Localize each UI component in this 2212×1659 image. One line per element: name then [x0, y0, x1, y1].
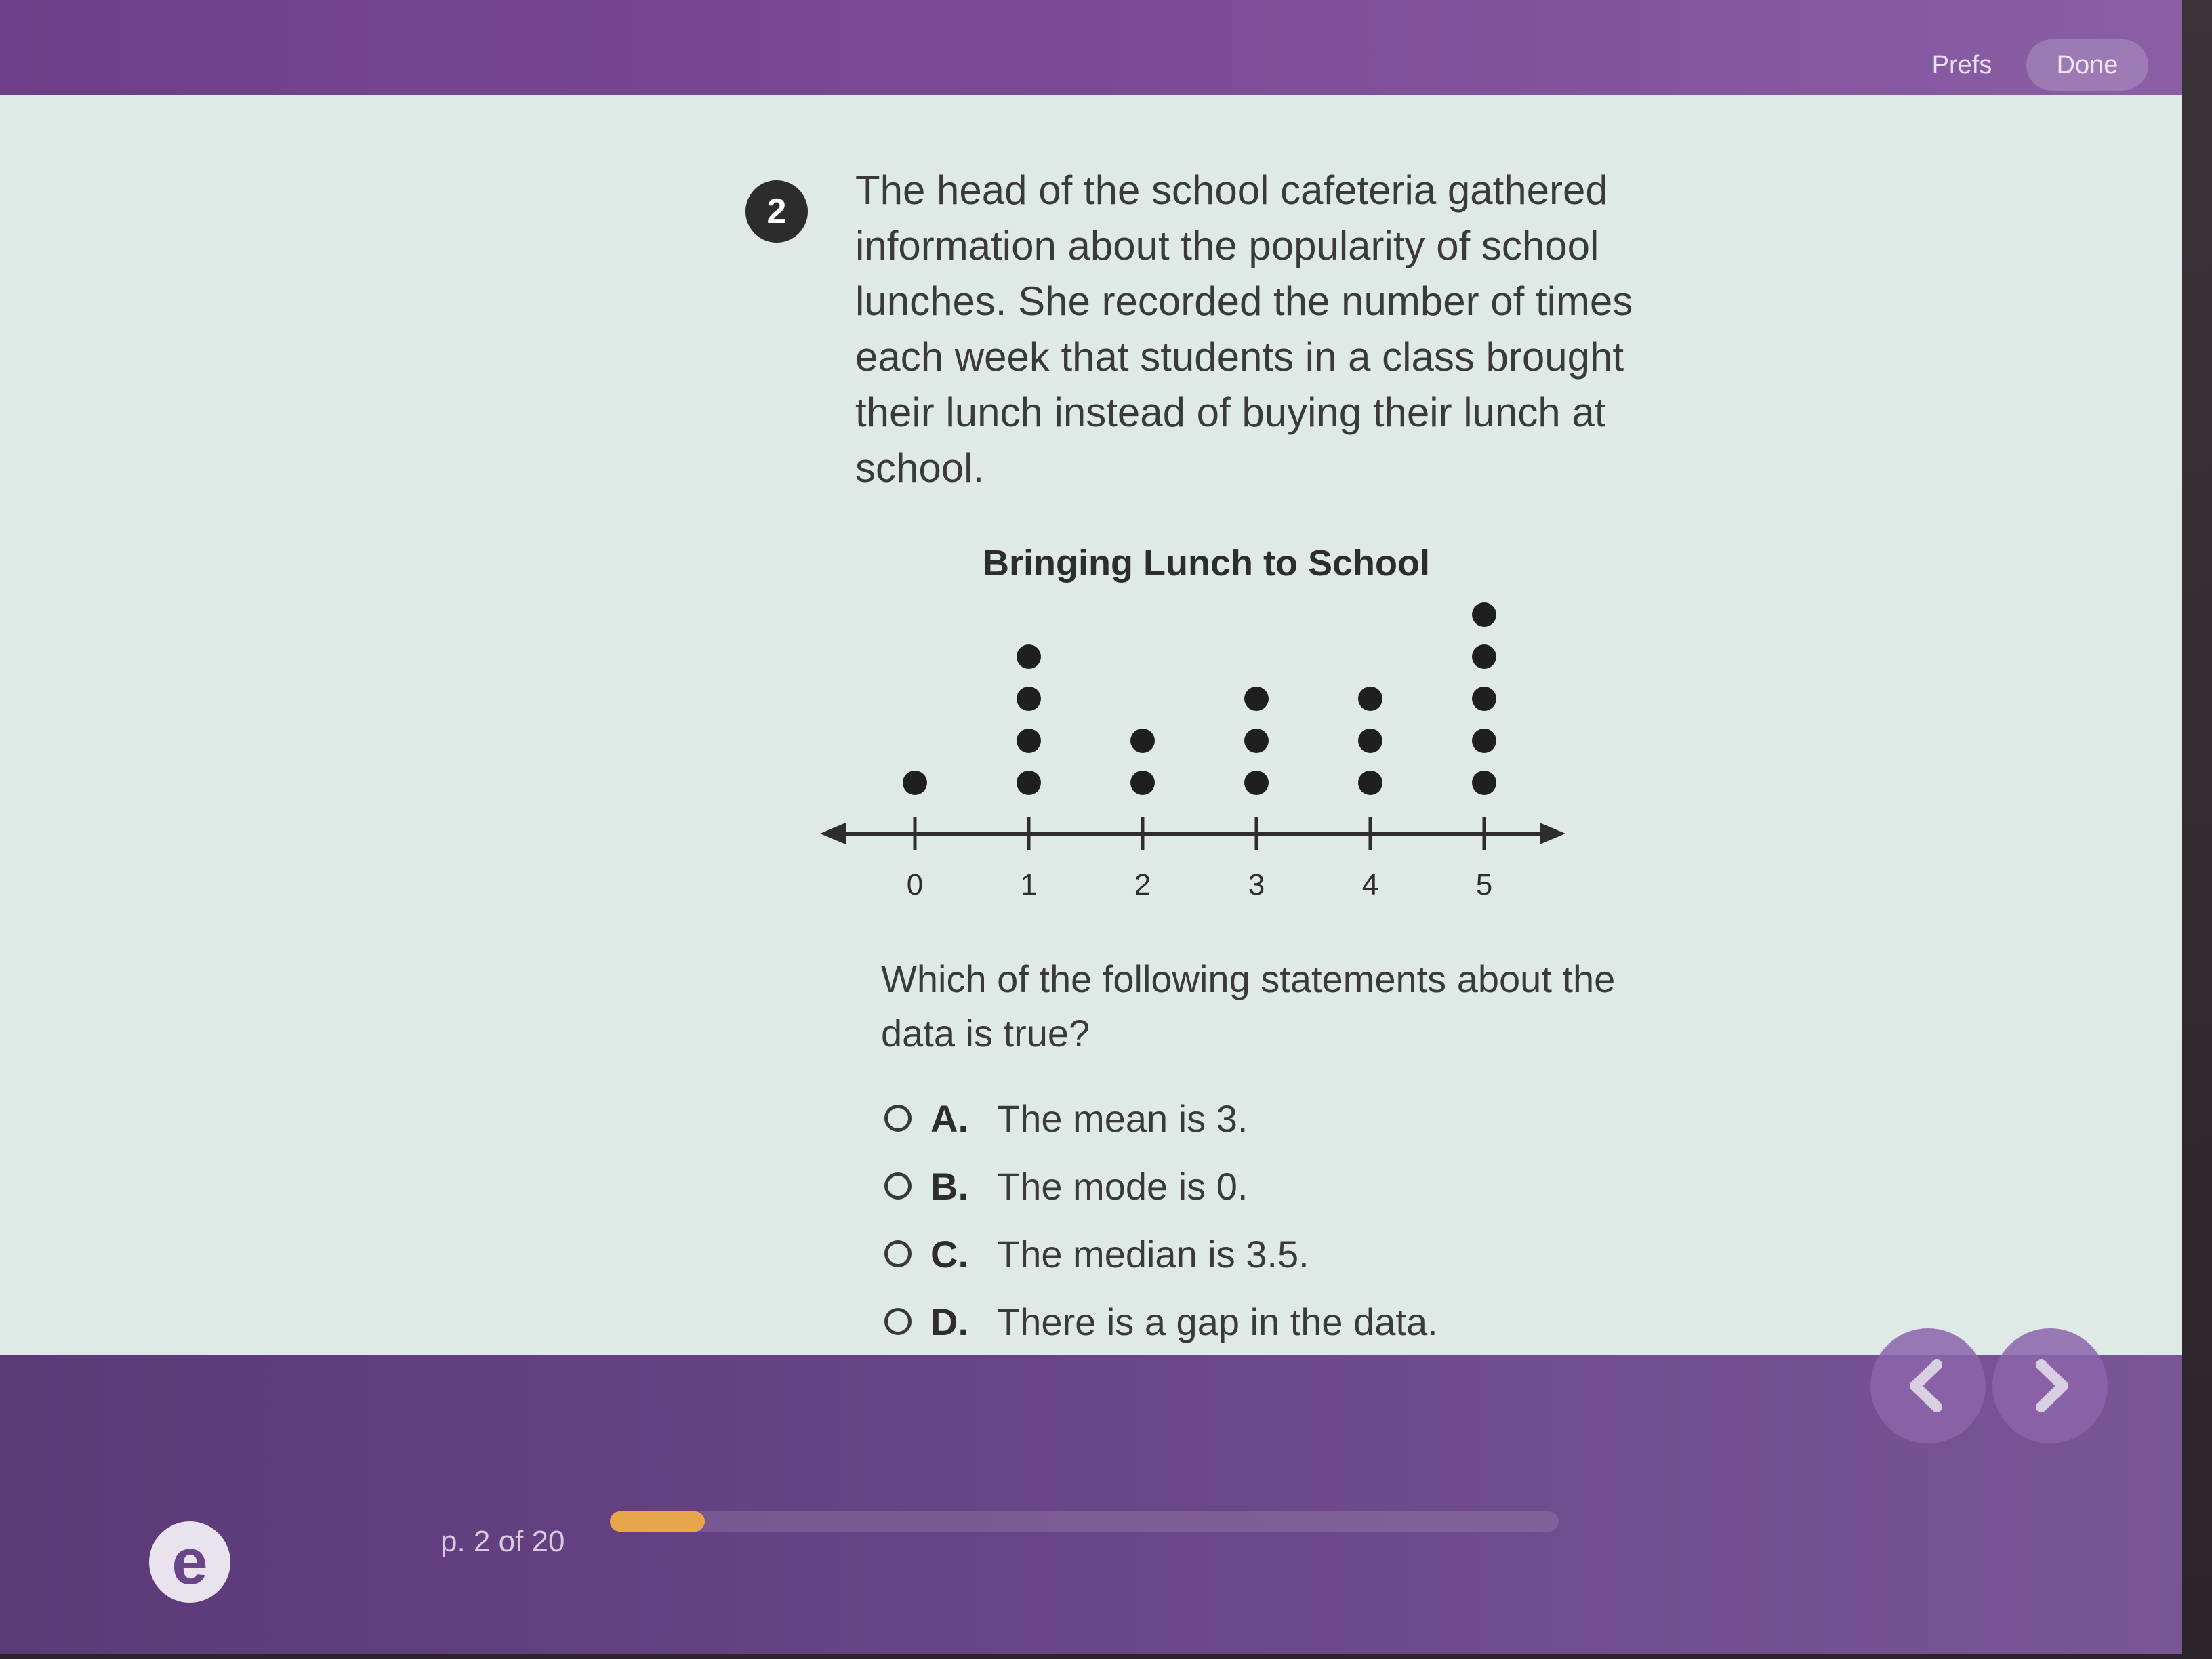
option-text: The mode is 0. [997, 1164, 1248, 1208]
progress-bar [610, 1511, 1559, 1532]
axis-arrow-left [820, 823, 846, 844]
option-letter: A. [930, 1097, 968, 1140]
option-text: The median is 3.5. [997, 1232, 1309, 1275]
page-indicator: p. 2 of 20 [441, 1525, 565, 1558]
option-a[interactable] [884, 1084, 1438, 1152]
data-dot [1244, 729, 1269, 753]
option-letter: B. [930, 1164, 968, 1208]
data-dot [1244, 687, 1269, 711]
answer-options [884, 1084, 1438, 1355]
app-logo[interactable]: e [149, 1521, 230, 1603]
question-prompt: Which of the following statements about the data is true? [881, 958, 1616, 1054]
prev-page-button[interactable] [1870, 1328, 1986, 1443]
radio-button-c[interactable] [884, 1240, 912, 1267]
dots-layer [903, 602, 1496, 795]
tick-label: 5 [1475, 868, 1493, 901]
option-c[interactable] [884, 1220, 1438, 1288]
radio-button-b[interactable] [884, 1172, 912, 1200]
next-page-button[interactable] [1992, 1328, 2108, 1443]
radio-button-a[interactable] [884, 1105, 912, 1132]
number-line [820, 817, 1565, 850]
data-dot [1472, 771, 1496, 795]
option-letter: D. [930, 1300, 968, 1343]
bottom-bar [0, 1355, 2182, 1654]
data-dot [1472, 644, 1496, 669]
tick-label: 3 [1248, 868, 1265, 901]
data-dot [1472, 687, 1496, 711]
axis-arrow-right [1540, 823, 1565, 844]
data-dot [1244, 771, 1269, 795]
data-dot [1017, 771, 1041, 795]
data-dot [1130, 771, 1155, 795]
tick-labels [907, 868, 1492, 901]
question-number-badge: 2 [745, 180, 808, 243]
tick-label: 0 [906, 868, 924, 901]
data-dot [1358, 771, 1382, 795]
option-d[interactable] [884, 1288, 1438, 1355]
tick-label: 2 [1134, 868, 1151, 901]
data-dot [1017, 687, 1041, 711]
data-dot [903, 771, 927, 795]
top-bar [0, 0, 2182, 95]
prefs-button[interactable]: Prefs [1931, 50, 1992, 79]
dot-plot [813, 583, 1572, 962]
chevron-left-icon [1898, 1355, 1959, 1416]
chevron-right-icon [2020, 1355, 2081, 1416]
data-dot [1472, 729, 1496, 753]
data-dot [1358, 687, 1382, 711]
progress-fill [610, 1511, 705, 1532]
option-b[interactable] [884, 1152, 1438, 1220]
data-dot [1358, 729, 1382, 753]
option-text: The mean is 3. [997, 1097, 1248, 1140]
option-text: There is a gap in the data. [997, 1300, 1438, 1343]
chart-title: Bringing Lunch to School [983, 543, 1430, 583]
question-text: The head of the school cafeteria gathered information about the popularity of school lunches. She recorded the number of times each week that students in a class brought their lunch instead of buying their lunch at school. [855, 167, 1633, 491]
tick-label: 4 [1361, 868, 1379, 901]
done-button[interactable]: Done [2026, 39, 2148, 91]
data-dot [1472, 602, 1496, 627]
data-dot [1017, 729, 1041, 753]
tick-label: 1 [1020, 868, 1038, 901]
data-dot [1017, 644, 1041, 669]
option-letter: C. [930, 1232, 968, 1275]
radio-button-d[interactable] [884, 1308, 912, 1335]
data-dot [1130, 729, 1155, 753]
